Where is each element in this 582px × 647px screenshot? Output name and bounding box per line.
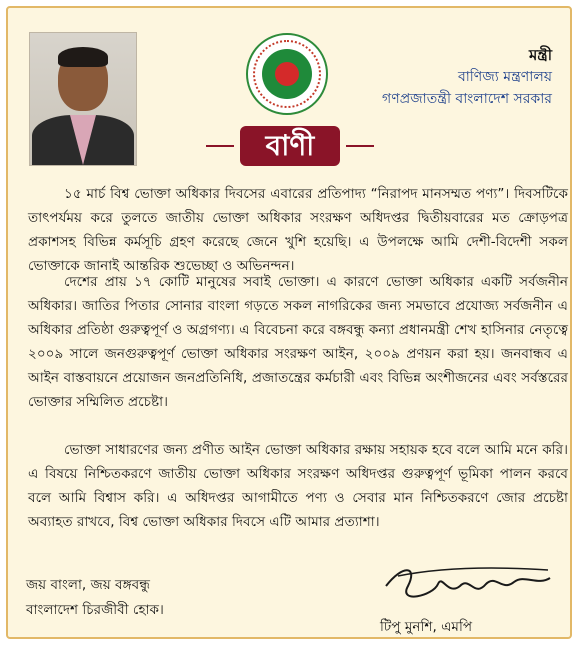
message-paragraph-2: দেশের প্রায় ১৭ কোটি মানুষের সবাই ভোক্তা। এ কারণে ভোক্তা অধিকার একটি সর্বজনীন অধিকার। জাতির পিতার সোনার বাংলা গড়তে সকল নাগরিকের জন্য সমভাবে প্রযোজ্য সর্বজনীন এ অধিকার প্রতিষ্ঠা গুরুত্বপূর্ণ ও অগ্রগণ্য। এ বিবেচনা করে বঙ্গবন্ধু কন্যা প্রধানমন্ত্রী শেখ হাসিনার নেতৃত্বে ২০০৯ সালে জনগুরুত্বপূর্ণ ভোক্তা অধিকার সংরক্ষণ আইন, ২০০৯ প্রণয়ন করা হয়। জনবান্ধব এ আইন বাস্তবায়নে প্রয়োজন জনপ্রতিনিধি, প্রজাতন্ত্রের কর্মচারী এবং বিভিন্ন অংশীজনের এবং সর্বস্তরের ভোক্তার সম্মিলিত প্রচেষ্টা। xyxy=(28,274,568,410)
government-name: গণপ্রজাতন্ত্রী বাংলাদেশ সরকার xyxy=(382,91,552,107)
minister-title: মন্ত্রী xyxy=(528,46,552,64)
minister-block xyxy=(382,44,552,110)
message-card xyxy=(6,6,572,639)
closing-line-2: বাংলাদেশ চিরজীবী হোক। xyxy=(26,602,164,618)
message-paragraph-1: ১৫ মার্চ বিশ্ব ভোক্তা অধিকার দিবসের এবারের প্রতিপাদ্য “নিরাপদ মানসম্মত পণ্য”। দিবসটিকে তাৎপর্যময় করে তুলতে জাতীয় ভোক্তা অধিকার সংরক্ষণ অধিদপ্তর দ্বিতীয়বারের মত ক্রোড়পত্র প্রকাশসহ বিভিন্ন কর্মসূচি গ্রহণ করেছে জেনে খুশি হয়েছি। এ উপলক্ষে আমি দেশী-বিদেশী সকল ভোক্তাকে জানাই আন্তরিক শুভেচ্ছা ও অভিনন্দন। xyxy=(28,186,568,274)
signature-image xyxy=(378,556,558,614)
signer-name: টিপু মুনশি, এমপি xyxy=(380,619,473,635)
ministry-name: বাণিজ্য মন্ত্রণালয় xyxy=(457,69,552,85)
page-title: বাণী xyxy=(240,126,340,166)
closing-lines xyxy=(26,573,164,623)
government-seal-logo xyxy=(246,33,328,115)
minister-photo xyxy=(29,32,137,166)
closing-line-1: জয় বাংলা, জয় বঙ্গবন্ধু xyxy=(26,577,150,593)
message-paragraph-3: ভোক্তা সাধারণের জন্য প্রণীত আইন ভোক্তা অধিকার রক্ষায় সহায়ক হবে বলে আমি মনে করি। এ বিষয়ে নিশ্চিতকরণে জাতীয় ভোক্তা অধিকার সংরক্ষণ অধিদপ্তর গুরুত্বপূর্ণ ভূমিকা পালন করবে বলে আমি বিশ্বাস করি। এ অধিদপ্তর আগামীতে পণ্য ও সেবার মান নিশ্চিতকরণে জোর প্রচেষ্টা অব্যাহত রাখবে, বিশ্ব ভোক্তা অধিকার দিবসে এটি আমার প্রত্যাশা। xyxy=(28,442,568,530)
